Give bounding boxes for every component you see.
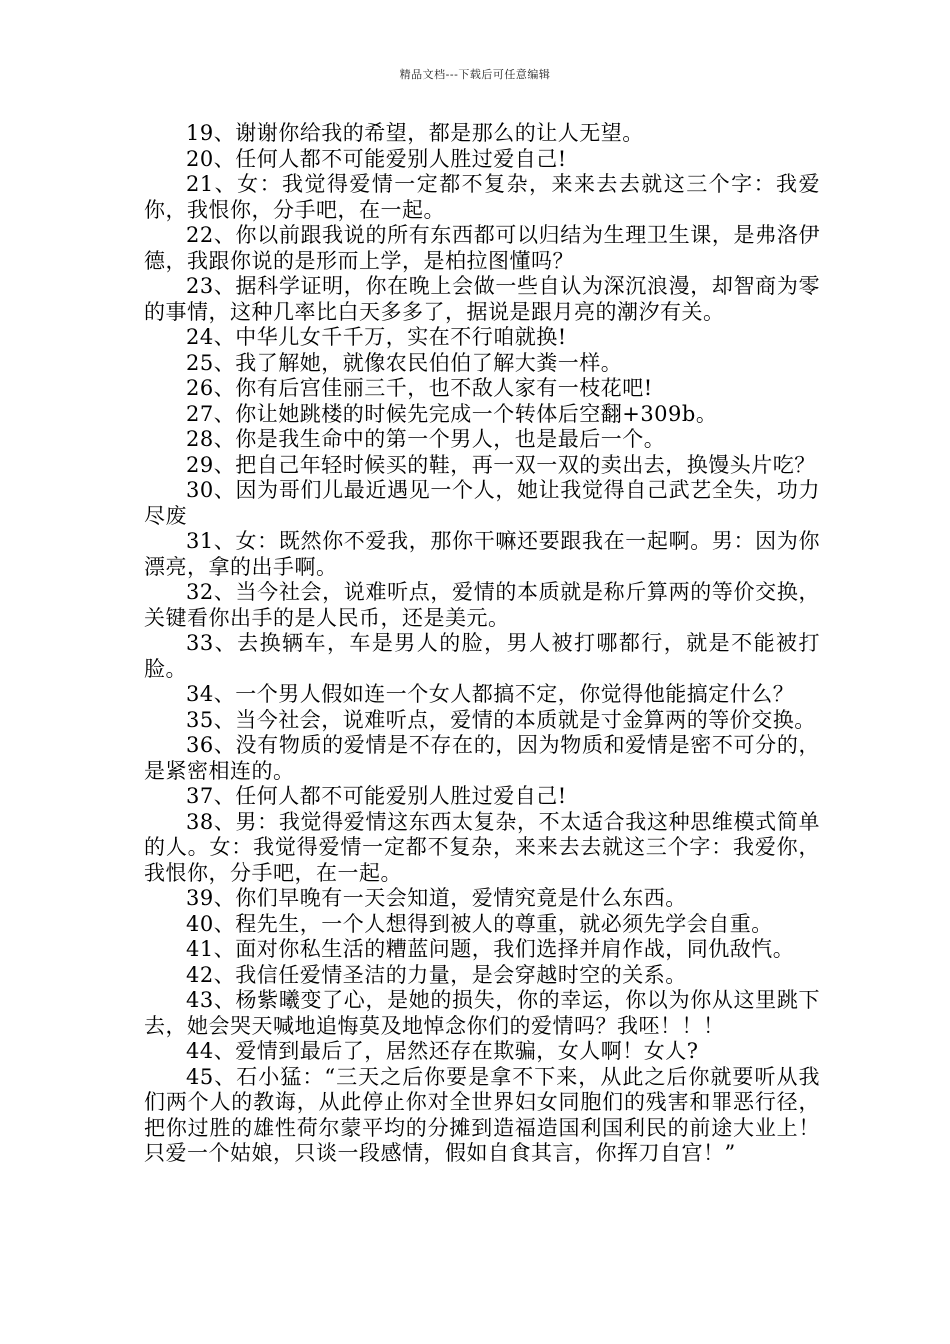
paragraph-31: 31、女：既然你不爱我，那你干嘛还要跟我在一起啊。男：因为你漂亮，拿的出手啊。 (144, 529, 820, 579)
paragraph-19: 19、谢谢你给我的希望，都是那么的让人无望。 (186, 121, 644, 145)
paragraph-29: 29、把自己年轻时候买的鞋，再一双一双的卖出去，换馒头片吃？ (186, 452, 816, 477)
paragraph-35: 35、当今社会，说难听点，爱情的本质就是寸金算两的等价交换。 (186, 707, 816, 732)
paragraph-34: 34、一个男人假如连一个女人都搞不定，你觉得他能搞定什么？ (186, 682, 795, 706)
document-body (144, 121, 820, 1167)
paragraph-42: 42、我信任爱情圣洁的力量，是会穿越时空的关系。 (186, 962, 687, 987)
paragraph-36: 36、没有物质的爱情是不存在的，因为物质和爱情是密不可分的，是紧密相连的。 (144, 733, 820, 783)
paragraph-24: 24、中华儿女千千万，实在不行咱就换! (186, 325, 567, 349)
paragraph-39: 39、你们早晚有一天会知道，爱情究竟是什么东西。 (186, 886, 687, 910)
paragraph-27: 27、你让她跳楼的时候先完成一个转体后空翻+309b。 (186, 401, 718, 426)
paragraph-23: 23、据科学证明，你在晚上会做一些自认为深沉浪漫，却智商为零的事情，这种几率比白天多多了，据说是跟月亮的潮汐有关。 (144, 274, 820, 324)
paragraph-43: 43、杨紫曦变了心，是她的损失，你的幸运，你以为你从这里跳下去，她会哭天喊地追悔莫及地悼念你们的爱情吗？我呸！！！ (144, 988, 820, 1038)
paragraph-28: 28、你是我生命中的第一个男人，也是最后一个。 (186, 427, 666, 451)
paragraph-25: 25、我了解她，就像农民伯伯了解大粪一样。 (186, 350, 623, 375)
paragraph-20: 20、任何人都不可能爱别人胜过爱自己! (186, 146, 567, 171)
paragraph-38: 38、男：我觉得爱情这东西太复杂，不太适合我这种思维模式简单的人。女：我觉得爱情一定都不复杂，来来去去就这三个字：我爱你，我恨你，分手吧，在一起。 (144, 809, 820, 885)
paragraph-21: 21、女：我觉得爱情一定都不复杂，来来去去就这三个字：我爱你，我恨你，分手吧，在一起。 (144, 172, 820, 222)
paragraph-32: 32、当今社会，说难听点，爱情的本质就是称斤算两的等价交换，关键看你出手的是人民币，还是美元。 (144, 580, 820, 630)
paragraph-44: 44、爱情到最后了，居然还存在欺骗，女人啊！女人? (186, 1039, 699, 1063)
page-header: 精品文档---下载后可任意编辑 (399, 68, 551, 81)
paragraph-33: 33、去换辆车，车是男人的脸，男人被打哪都行，就是不能被打脸。 (144, 631, 820, 681)
paragraph-30: 30、因为哥们儿最近遇见一个人，她让我觉得自己武艺全失，功力尽废 (144, 478, 820, 528)
paragraph-26: 26、你有后宫佳丽三千，也不敌人家有一枝花吧! (186, 376, 653, 400)
paragraph-41: 41、面对你私生活的糟蓝问题，我们选择并肩作战，同仇敌忾。 (186, 937, 795, 961)
paragraph-45: 45、石小猛：“三天之后你要是拿不下来，从此之后你就要听从我们两个人的教诲，从此停止你对全世界妇女同胞们的残害和罪恶行径，把你过胜的雄性荷尔蒙平均的分摊到造福造国利国利民的前途大业上！只爱一个姑娘，只谈一段感情，假如自食其言，你挥刀自宫！” (144, 1064, 820, 1165)
paragraph-22: 22、你以前跟我说的所有东西都可以归结为生理卫生课，是弗洛伊德，我跟你说的是形而上学，是柏拉图懂吗？ (144, 223, 820, 273)
paragraph-40: 40、程先生，一个人想得到被人的尊重，就必须先学会自重。 (186, 911, 773, 936)
paragraph-37: 37、任何人都不可能爱别人胜过爱自己! (186, 784, 567, 808)
